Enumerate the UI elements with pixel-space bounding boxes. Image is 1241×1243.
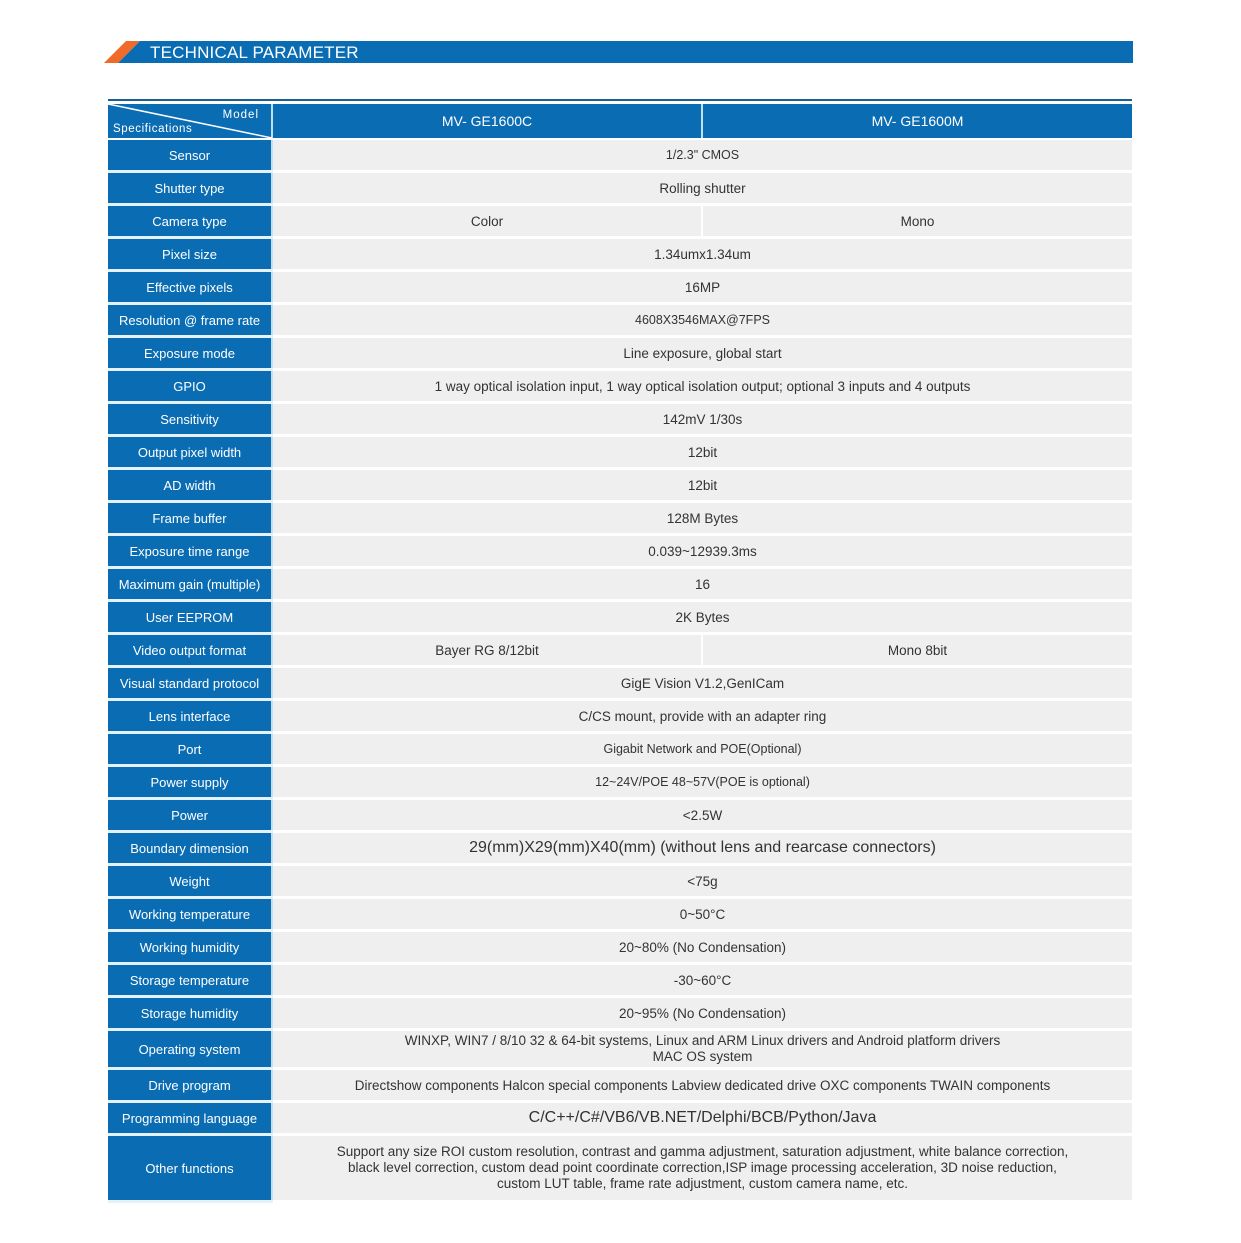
table-row-operating-system: [108, 1030, 1132, 1069]
table-row-boundary-dimension: [108, 832, 1132, 865]
table-row-working-humidity: [108, 931, 1132, 964]
spec-value: 128M Bytes: [272, 502, 1132, 535]
spec-label: Exposure time range: [108, 535, 272, 568]
spec-label: Other functions: [108, 1135, 272, 1202]
spec-value: 1.34umx1.34um: [272, 238, 1132, 271]
table-row-power: [108, 799, 1132, 832]
spec-label: Operating system: [108, 1030, 272, 1069]
spec-value: Gigabit Network and POE(Optional): [272, 733, 1132, 766]
table-row-power-supply: [108, 766, 1132, 799]
spec-label: Power supply: [108, 766, 272, 799]
spec-label: Programming language: [108, 1102, 272, 1135]
spec-value: Directshow components Halcon special components Labview dedicated drive OXC components TWAIN components: [272, 1069, 1132, 1102]
table-row-video-output-format: [108, 634, 1132, 667]
spec-value-color: Bayer RG 8/12bit: [272, 634, 702, 667]
spec-value: -30~60°C: [272, 964, 1132, 997]
header-divider: [108, 99, 1132, 101]
spec-label: Working temperature: [108, 898, 272, 931]
spec-value-line: black level correction, custom dead point coordinate correction,ISP image processing acceleration, 3D noise reduction,: [348, 1160, 1057, 1175]
spec-value-line: custom LUT table, frame rate adjustment, custom camera name, etc.: [497, 1176, 908, 1191]
spec-value: 0.039~12939.3ms: [272, 535, 1132, 568]
table-row-port: [108, 733, 1132, 766]
spec-value-mono: Mono: [702, 205, 1132, 238]
model-header-color: MV- GE1600C: [272, 104, 702, 139]
section-title-bar: [104, 41, 1133, 63]
table-row-storage-temperature: [108, 964, 1132, 997]
spec-value: Line exposure, global start: [272, 337, 1132, 370]
table-header-row: [108, 104, 1132, 139]
spec-value: [272, 1135, 1132, 1202]
spec-value: Rolling shutter: [272, 172, 1132, 205]
spec-label: Effective pixels: [108, 271, 272, 304]
table-row-programming-language: [108, 1102, 1132, 1135]
table-row-exposure-time-range: [108, 535, 1132, 568]
spec-value: C/CS mount, provide with an adapter ring: [272, 700, 1132, 733]
spec-value-line: Support any size ROI custom resolution, contrast and gamma adjustment, saturation adjustment, white balance correction,: [336, 1144, 1069, 1159]
table-row-output-pixel-width: [108, 436, 1132, 469]
table-row-visual-standard-protocol: [108, 667, 1132, 700]
spec-label: Resolution @ frame rate: [108, 304, 272, 337]
table-row-storage-humidity: [108, 997, 1132, 1030]
spec-value: 2K Bytes: [272, 601, 1132, 634]
spec-value: 16MP: [272, 271, 1132, 304]
spec-value: 29(mm)X29(mm)X40(mm) (without lens and rearcase connectors): [272, 832, 1132, 865]
table-row-shutter-type: [108, 172, 1132, 205]
table-row-frame-buffer: [108, 502, 1132, 535]
table-row-other-functions: [108, 1135, 1132, 1202]
spec-label: Drive program: [108, 1069, 272, 1102]
corner-header-cell: [108, 104, 272, 139]
spec-label: Sensitivity: [108, 403, 272, 436]
spec-value: <75g: [272, 865, 1132, 898]
spec-label: Boundary dimension: [108, 832, 272, 865]
spec-value: 1 way optical isolation input, 1 way optical isolation output; optional 3 inputs and 4 outputs: [272, 370, 1132, 403]
spec-label: Frame buffer: [108, 502, 272, 535]
model-header-mono: MV- GE1600M: [702, 104, 1132, 139]
spec-value: 16: [272, 568, 1132, 601]
spec-value: 0~50°C: [272, 898, 1132, 931]
spec-value: C/C++/C#/VB6/VB.NET/Delphi/BCB/Python/Java: [272, 1102, 1132, 1135]
spec-label: AD width: [108, 469, 272, 502]
spec-table: [108, 104, 1132, 1203]
spec-label: Port: [108, 733, 272, 766]
spec-value: 12~24V/POE 48~57V(POE is optional): [272, 766, 1132, 799]
spec-value: [272, 1030, 1132, 1069]
spec-label: Weight: [108, 865, 272, 898]
spec-label: Pixel size: [108, 238, 272, 271]
table-row-weight: [108, 865, 1132, 898]
spec-label: Lens interface: [108, 700, 272, 733]
spec-value-color: Color: [272, 205, 702, 238]
specifications-axis-label: Specifications: [113, 123, 193, 135]
section-title: TECHNICAL PARAMETER: [150, 43, 359, 62]
table-row-sensor: [108, 139, 1132, 172]
spec-label: Storage humidity: [108, 997, 272, 1030]
spec-label: Exposure mode: [108, 337, 272, 370]
table-row-lens-interface: [108, 700, 1132, 733]
table-row-ad-width: [108, 469, 1132, 502]
table-row-sensitivity: [108, 403, 1132, 436]
spec-label: Shutter type: [108, 172, 272, 205]
table-row-working-temperature: [108, 898, 1132, 931]
spec-value: 1/2.3" CMOS: [272, 139, 1132, 172]
spec-value: 12bit: [272, 436, 1132, 469]
spec-label: Power: [108, 799, 272, 832]
spec-value: 12bit: [272, 469, 1132, 502]
spec-label: Visual standard protocol: [108, 667, 272, 700]
spec-label: Storage temperature: [108, 964, 272, 997]
spec-value: GigE Vision V1.2,GenICam: [272, 667, 1132, 700]
spec-value-line: MAC OS system: [652, 1049, 753, 1064]
table-row-exposure-mode: [108, 337, 1132, 370]
spec-value: 142mV 1/30s: [272, 403, 1132, 436]
table-row-camera-type: [108, 205, 1132, 238]
spec-label: Working humidity: [108, 931, 272, 964]
spec-label: User EEPROM: [108, 601, 272, 634]
table-row-effective-pixels: [108, 271, 1132, 304]
spec-label: Sensor: [108, 139, 272, 172]
spec-value-mono: Mono 8bit: [702, 634, 1132, 667]
spec-label: Camera type: [108, 205, 272, 238]
table-row-gpio: [108, 370, 1132, 403]
model-axis-label: Model: [222, 109, 259, 121]
spec-value-line: WINXP, WIN7 / 8/10 32 & 64-bit systems, Linux and ARM Linux drivers and Android platform drivers: [404, 1033, 1001, 1048]
table-row-maximum-gain-multiple: [108, 568, 1132, 601]
spec-value: 20~95% (No Condensation): [272, 997, 1132, 1030]
table-row-resolution-frame-rate: [108, 304, 1132, 337]
spec-label: Maximum gain (multiple): [108, 568, 272, 601]
spec-value: <2.5W: [272, 799, 1132, 832]
spec-value: 20~80% (No Condensation): [272, 931, 1132, 964]
spec-label: Video output format: [108, 634, 272, 667]
spec-value: 4608X3546MAX@7FPS: [272, 304, 1132, 337]
table-row-drive-program: [108, 1069, 1132, 1102]
spec-label: GPIO: [108, 370, 272, 403]
table-row-user-eeprom: [108, 601, 1132, 634]
spec-label: Output pixel width: [108, 436, 272, 469]
table-row-pixel-size: [108, 238, 1132, 271]
